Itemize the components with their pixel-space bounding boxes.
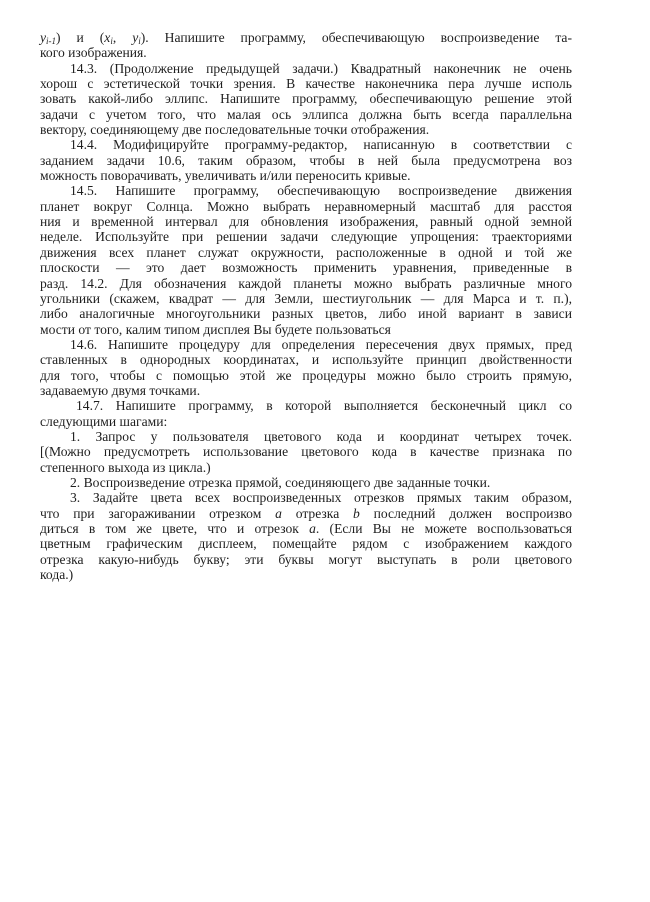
formula-y: y [132, 30, 139, 45]
text-line: можность поворачивать, увеличивать и/или переносить кривые. [40, 168, 411, 184]
text-line: неделе. Используйте при решении задачи следующие упрощения: траекториями [40, 229, 572, 245]
text-line: задаваемую двумя точками. [40, 382, 201, 398]
text-line: отрезка какую-нибудь букву; эти буквы могут выступать в роли цветового [40, 551, 572, 567]
exercise-14-5-line: 14.5. Напишите программу, обеспечивающую воспроизведение движения [70, 183, 572, 199]
step-1-line: 1. Запрос у пользователя цветового кода и координат четырех точек. [70, 428, 572, 444]
text-line: мости от того, калим типом дисплея Вы будете пользоваться [40, 321, 391, 337]
exercise-14-6-line: 14.6. Напишите процедуру для определения пересечения двух прямых, пред [70, 336, 572, 352]
italic-variable: a [309, 521, 316, 536]
step-2-line: 2. Воспроизведение отрезка прямой, соединяющего две заданные точки. [70, 474, 491, 490]
text-line: вектору, соединяющему две последовательные точки отображения. [40, 122, 430, 138]
text-fragment: что при загораживании отрезком [40, 505, 276, 521]
text-fragment: диться в том же цвете, что и отрезок [40, 521, 310, 536]
text-line: хорош с эстетической точки зрения. В качестве наконечника пера лучше исполь [40, 76, 572, 92]
page-text [40, 30, 572, 582]
text-line-formula [40, 30, 572, 45]
formula-text: ). Напишите программу, обеспечивающую воспроизведение та- [140, 30, 572, 45]
text-line: зовать какой-либо эллипс. Напишите программу, обеспечивающую решение этой [40, 91, 572, 107]
italic-variable: b [353, 505, 360, 521]
text-line: для того, чтобы с помощью этой же процедуры можно было строить прямую, [40, 367, 572, 383]
formula-sub: i [138, 36, 141, 46]
step-3-line: 3. Задайте цвета всех воспроизведенных отрезков прямых таким образом, [70, 490, 572, 506]
text-line: цветным графическим дисплеем, помещайте рядом с изображением каждого [40, 536, 572, 552]
formula-sub: i [110, 36, 113, 46]
text-line: плоскости — это дает возможность применить уравнения, приведенные в [40, 260, 572, 276]
text-line [40, 521, 572, 536]
text-line: следующими шагами: [40, 413, 168, 429]
text-line: угольники (скажем, квадрат — для Земли, шестиугольник — для Марса и т. п.), [40, 290, 572, 306]
italic-variable: a [275, 505, 282, 521]
text-fragment: . (Если Вы не можете воспользоваться [315, 521, 572, 536]
text-line: задачи с учетом того, что малая ось эллипса должна быть всегда параллельна [40, 106, 572, 122]
exercise-14-4-line: 14.4. Модифицируйте программу-редактор, написанную в соответствии с [70, 137, 572, 153]
exercise-14-3-line: 14.3. (Продолжение предыдущей задачи.) Квадратный наконечник не очень [70, 60, 572, 76]
formula-text: , [112, 30, 133, 45]
text-line [40, 506, 572, 521]
text-line: разд. 14.2. Для обозначения каждой планеты можно выбрать различные много [40, 275, 572, 291]
formula-x: x [104, 30, 111, 45]
text-line: ставленных в однородных координатах, и используйте принцип двойственности [40, 352, 572, 368]
text-line: либо аналогичные многоугольники разных цветов, либо иной вариант в зависи [40, 306, 572, 322]
text-line: планет вокруг Солнца. Можно выбрать неравномерный масштаб для расстоя [40, 198, 572, 214]
text-line: кода.) [40, 567, 74, 583]
exercise-14-7-line: 14.7. Напишите программу, в которой выполняется бесконечный цикл со [76, 398, 572, 414]
text-line: [(Можно предусмотреть использование цветового кода в качестве признака по [40, 444, 572, 460]
text-line: движения всех планет служат окружности, расположенные в одной и той же [40, 244, 572, 260]
text-line: кого изображения. [40, 45, 147, 61]
formula-y: y [40, 30, 47, 45]
text-line: степенного выхода из цикла.) [40, 459, 211, 475]
text-fragment: отрезка [281, 505, 354, 521]
formula-text: ) и ( [56, 30, 105, 45]
text-line: ния и временной интервал для обновления изображения, равный одной земной [40, 214, 572, 230]
text-fragment: последний должен воспроизво [359, 505, 573, 521]
formula-sub: i-1 [46, 36, 57, 46]
text-line: заданием задачи 10.6, таким образом, чтобы в ней была предусмотрена воз [40, 152, 572, 168]
